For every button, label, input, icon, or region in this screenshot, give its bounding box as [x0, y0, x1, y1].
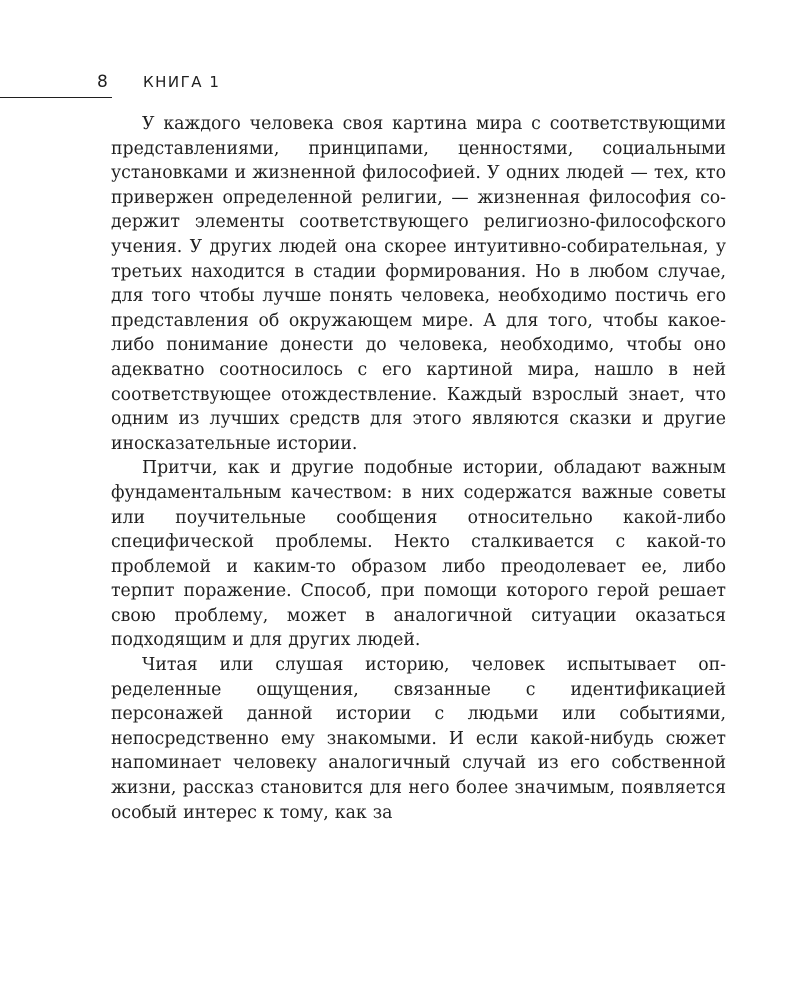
- body-text: [111, 112, 726, 825]
- header-rule: [0, 97, 112, 98]
- paragraph: Притчи, как и другие подобные истории, обладают важным фундаментальным качеством: в них содержатся важные советы или поучительные сообщения относительно какой-либо специфической проблемы. Некто сталкивается с какой-то проблемой и каким-то образом либо преодолевает ее, либо терпит поражение. Способ, при помощи которого герой решает свою проблему, может в аналогичной ситуации оказаться подходящим и для других людей.: [111, 458, 726, 651]
- running-header: [0, 68, 800, 104]
- paragraph: Читая или слушая историю, человек испытывает определенные ощущения, связанные с идентификацией персонажей данной истории с людьми или событиями, непосредственно ему знакомыми. И если какой-нибудь сюжет напоминает человеку аналогичный случай из его собственной жизни, рассказ становится для него более значимым, появляется особый интерес к тому, как за: [111, 655, 726, 823]
- running-title: КНИГА 1: [143, 73, 221, 91]
- page-number: 8: [97, 72, 109, 92]
- paragraph: У каждого человека своя картина мира с соответствующими представлениями, принципами, ценностями, социальными установками и жизненной философией. У одних людей — тех, кто привержен определенной религии, — жизненная философия содержит элементы соответствующего религиозно-философского учения. У других людей она скорее интуитивно-собирательная, у третьих находится в стадии формирования. Но в любом случае, для того чтобы лучше понять человека, необходимо постичь его представления об окружающем мире. А для того, чтобы какое-либо понимание донести до человека, необходимо, чтобы оно адекватно соотносилось с его картиной мира, нашло в ней соответствующее отождествление. Каждый взрослый знает, что одним из лучших средств для этого являются сказки и другие иносказательные истории.: [111, 114, 726, 454]
